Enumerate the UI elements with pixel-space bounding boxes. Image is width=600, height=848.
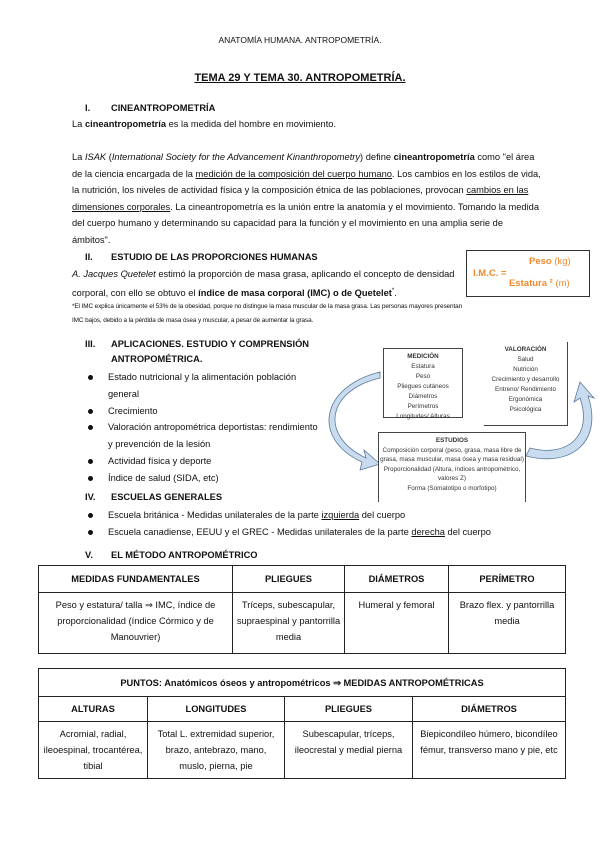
section-number: I.	[85, 103, 91, 113]
table-header: LONGITUDES	[148, 697, 285, 722]
list-item: Actividad física y deporte	[80, 453, 320, 470]
estudios-box: ESTUDIOS Composición corporal (peso, grasa, masa libre de grasa, masa muscular, masa ósea y masa residual) Proporcionalidad (Altura, índices antropométrico, valores Z) Forma (Somatotipo o morfotipo)	[378, 432, 526, 502]
section-3-heading: III. APLICACIONES. ESTUDIO Y COMPRENSIÓN ANTROPOMÉTRICA.	[85, 339, 310, 364]
quetelet-paragraph: A. Jacques Quetelet estimó la proporción de masa grasa, aplicando el concepto de densidad corporal, con ello se obtuvo el índice de masa corporal (IMC) o de Quetelet*.	[72, 269, 455, 298]
imc-footnote: *El IMC explica únicamente el 53% de la obesidad, porque no distingue la masa muscular de la masa grasa. Las personas mayores presentan IMC bajos, debido a la pérdida de masa ósea y muscular, a pesar de aumentar la grasa.	[72, 303, 463, 324]
table-header: DIÁMETROS	[345, 566, 449, 593]
imc-label: I.M.C. =	[473, 268, 507, 279]
list-item: Escuela británica - Medidas unilaterales de la parte izquierda del cuerpo	[80, 507, 560, 524]
isak-definition-paragraph: La ISAK (International Society for the Advancement Kinanthropometry) define cineantropometría como "el área de la ciencia encargada de la medición de la composición del cuerpo humano. Los cambios en los estilos de vida, la nutrición, los niveles de actividad física y la composición étnica de las poblaciones, provocan cambios en las dimensiones corporales. La cineantropometría es la unión entre la anatomía y el movimiento. Tomando la medida del cuerpo humano y determinando su capacidad para la función y el movimiento en una amplia serie de ámbitos".	[72, 152, 541, 245]
table-cell: Peso y estatura/ talla ⇒ IMC, índice de proporcionalidad (índice Córmico y de Manouvrier)	[39, 593, 233, 654]
schools-list	[80, 507, 560, 541]
section-1-intro: La cineantropometría es la medida del hombre en movimiento.	[72, 119, 337, 129]
section-1-heading	[85, 103, 215, 113]
table-cell: Brazo flex. y pantorrilla media	[449, 593, 566, 654]
table-header: MEDIDAS FUNDAMENTALES	[39, 566, 233, 593]
table-header: ALTURAS	[39, 697, 148, 722]
anthropometric-points-table	[38, 668, 566, 779]
list-item: Crecimiento	[80, 403, 320, 420]
section-title: CINEANTROPOMETRÍA	[111, 103, 216, 113]
table-header: PLIEGUES	[285, 697, 413, 722]
imc-denominator: Estatura ² (m)	[509, 278, 570, 289]
table-cell: Tríceps, subescapular, supraespinal y pantorrilla media	[233, 593, 345, 654]
fundamental-measures-table	[38, 565, 566, 654]
valoracion-box: VALORACIÓN Salud Nutrición Crecimiento y desarrollo Entreno/ Rendimiento Ergonómica Psicológica	[484, 342, 568, 426]
imc-numerator: Peso (kg)	[529, 256, 571, 267]
list-item: Estado nutricional y la alimentación población general	[80, 369, 320, 403]
list-item: Valoración antropométrica deportistas: rendimiento y prevención de la lesión	[80, 419, 320, 453]
section-4-heading: IV. ESCUELAS GENERALES	[85, 492, 223, 502]
section-5-heading: V. EL MÉTODO ANTROPOMÉTRICO	[85, 550, 258, 560]
imc-formula-box	[466, 250, 590, 297]
table-header: PERÍMETRO	[449, 566, 566, 593]
table-caption: PUNTOS: Anatómicos óseos y antropométricos ⇒ MEDIDAS ANTROPOMÉTRICAS	[39, 669, 566, 697]
table-cell: Subescapular, tríceps, ileocrestal y medial pierna	[285, 722, 413, 779]
medicion-box: MEDICIÓN Estatura Peso Pliegues cutáneos Diámetros Perímetros Longitudes/ Alturas	[383, 348, 463, 418]
list-item: Escuela canadiense, EEUU y el GREC - Medidas unilaterales de la parte derecha del cuerpo	[80, 524, 560, 541]
table-header: DIÁMETROS	[413, 697, 566, 722]
table-header: PLIEGUES	[233, 566, 345, 593]
applications-list	[80, 369, 320, 487]
list-item: Índice de salud (SIDA, etc)	[80, 470, 320, 487]
section-2-heading: II. ESTUDIO DE LAS PROPORCIONES HUMANAS	[85, 252, 318, 262]
table-cell: Acromial, radial, ileoespinal, trocantérea, tibial	[39, 722, 148, 779]
table-cell: Biepicondíleo húmero, bicondíleo fémur, transverso mano y pie, etc	[413, 722, 566, 779]
table-cell: Humeral y femoral	[345, 593, 449, 654]
table-cell: Total L. extremidad superior, brazo, antebrazo, mano, muslo, pierna, pie	[148, 722, 285, 779]
page-title: TEMA 29 Y TEMA 30. ANTROPOMETRÍA.	[194, 72, 406, 84]
page-header: ANATOMÍA HUMANA. ANTROPOMETRÍA.	[218, 35, 382, 45]
